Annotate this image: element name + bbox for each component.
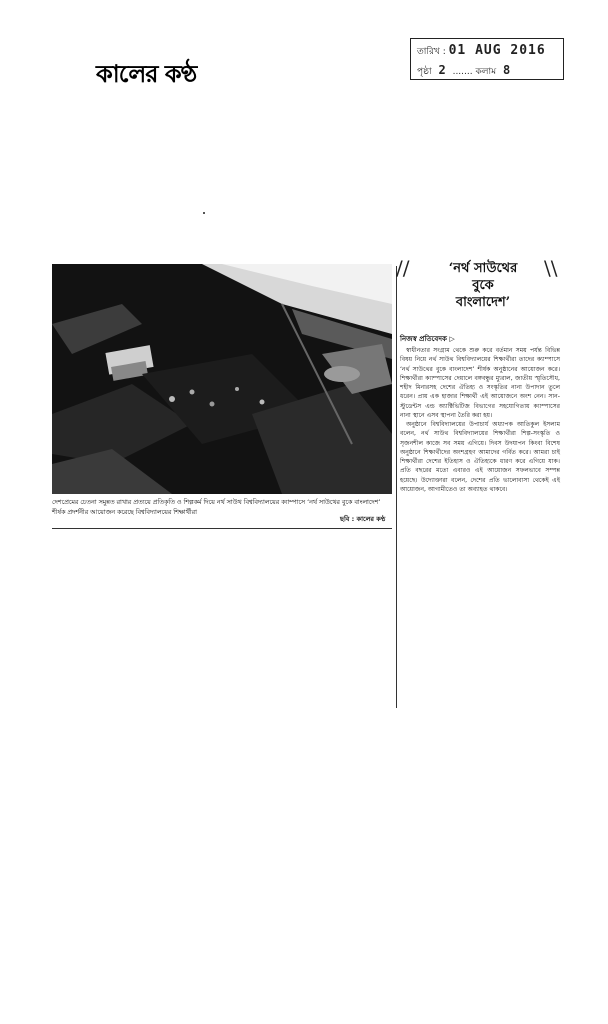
article-paragraph-2: অনুষ্ঠানে বিশ্ববিদ্যালয়ের উপাচার্য অধ্যাপক আতিকুল ইসলাম বলেন, নর্থ সাউথ বিশ্ববিদ্যালয়ের শিক্ষার্থীরা শিল্প-সংস্কৃতি ও সৃজনশীল কাজে সব সময় এগিয়ে। দিবস উদযাপন কিংবা বিশেষ অনুষ্ঠানে শিক্ষার্থীদের অংশগ্রহণ আমাদের গর্বিত করে। আমরা চাই শিক্ষার্থীরা দেশের ইতিহাস ও ঐতিহ্যকে ধারণ করে এগিয়ে যাক। প্রতি বছরের মতো এবারও এই আয়োজন সফলভাবে সম্পন্ন হয়েছে। উদ্যোক্তারা বলেন, দেশের প্রতি ভালোবাসা থেকেই এই আয়োজন, আগামীতেও তা অব্যাহত থাকবে। — [400, 421, 560, 493]
scan-speck — [203, 212, 205, 214]
stamp-date-label: তারিখ — [417, 47, 440, 57]
article-paragraph-1: স্বাধীনতার সংগ্রাম থেকে শুরু করে বর্তমান সময় পর্যন্ত বিভিন্ন বিষয় নিয়ে নর্থ সাউথ বিশ্ববিদ্যালয়ের শিক্ষার্থীরা তাদের ক্যাম্পাসে ‘নর্থ সাউথের বুকে বাংলাদেশ’ শীর্ষক অনুষ্ঠানের আয়োজন করে। শিক্ষার্থীরা ক্যাম্পাসের দেয়ালে বঙ্গবন্ধুর ম্যুরাল, জাতীয় স্মৃতিসৌধ, শহীদ মিনারসহ দেশের ঐতিহ্য ও সংস্কৃতির নানা উপাদান তুলে ধরেন। প্রায় এক হাজার শিক্ষার্থী এই আয়োজনে অংশ নেন। সান-স্টুডেন্টস এন্ড অ্যাক্টিভিটিজ বিভাগের সহযোগিতায় ক্যাম্পাসের নানা স্থানে এসব স্থাপনা তৈরি করা হয়। — [400, 347, 560, 419]
quote-mark-right: \\ — [544, 256, 558, 280]
photo-caption: দেশপ্রেমের চেতনা সমুন্নত রাখার প্রত্যয়ে প্রতিকৃতি ও শিল্পকর্ম দিয়ে নর্থ সাউথ বিশ্ববিদ্যালয়ের ক্যাম্পাসে ‘নর্থ সাউথের বুকে বাংলাদেশ’ শীর্ষক প্রদর্শনীর আয়োজন করেছে বিশ্ববিদ্যালয়ের শিক্ষার্থীরা — [52, 499, 381, 516]
stamp-column-value: 8 — [502, 63, 511, 77]
quote-mark-left: // — [396, 256, 410, 280]
column-divider — [396, 266, 397, 708]
archive-date-stamp: তারিখ : 01 AUG 2016 পৃষ্ঠা 2 ....... কলাম 8 — [410, 38, 564, 80]
newspaper-masthead: কালের কণ্ঠ — [96, 59, 197, 88]
stamp-page-label: পৃষ্ঠা — [417, 67, 432, 77]
photo-campus-scene — [52, 264, 392, 494]
article-byline: নিজস্ব প্রতিবেদক ▷ — [400, 335, 455, 343]
article-photo — [52, 264, 392, 494]
headline-line-1: ‘নর্থ সাউথের — [448, 261, 518, 276]
caption-divider — [52, 528, 392, 529]
photo-credit: ছবি : কালের কণ্ঠ — [340, 515, 386, 523]
headline-line-3: বাংলাদেশ’ — [455, 295, 511, 310]
article-headline — [408, 260, 558, 311]
article-body — [400, 346, 560, 494]
stamp-page-value: 2 — [438, 63, 446, 77]
stamp-column-label: কলাম — [475, 67, 497, 77]
headline-line-2: বুকে — [472, 278, 494, 293]
stamp-date-value: 01 AUG 2016 — [448, 43, 546, 58]
